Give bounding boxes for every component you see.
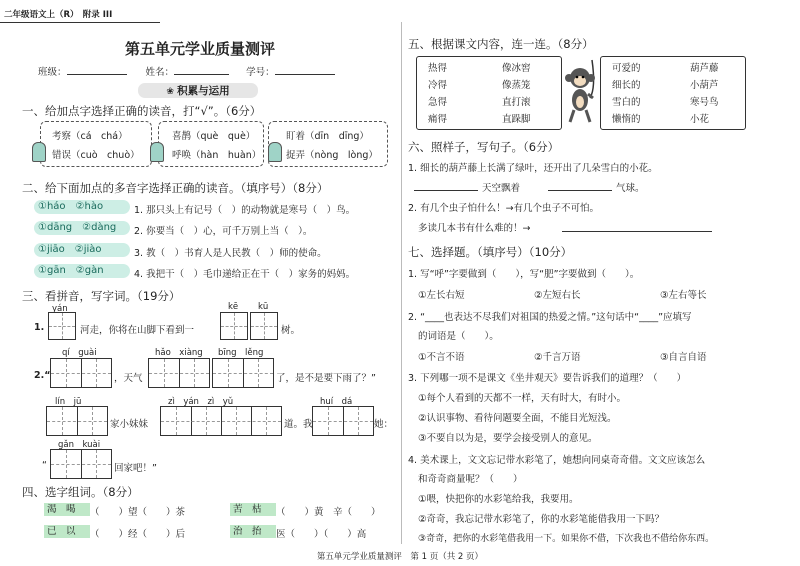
s2-option-2: ①dāng ②dàng [34, 221, 130, 235]
match-left-a[interactable]: 痛得 [428, 114, 448, 125]
match-right-b[interactable]: 小葫芦 [690, 80, 719, 91]
writing-grid-2[interactable] [212, 358, 274, 388]
s6-example-2: 2. 有几个虫子怕什么！→有几个虫子不可怕。 [408, 203, 600, 214]
writing-grid-4[interactable] [160, 406, 282, 436]
writing-grid-2[interactable] [148, 358, 210, 388]
s1-item-6[interactable]: 捉弄（nòng lòng） [286, 150, 378, 161]
column-divider [401, 22, 402, 544]
match-left-a[interactable]: 热得 [428, 63, 448, 74]
s7-q1: 1. 写“呼”字要做到（ ），写“肥”字要做到（ ）。 [408, 269, 640, 280]
section-3-title: 三、看拼音，写字词。（19分） [22, 289, 181, 303]
s7-q1-option-1[interactable]: ①左长右短 [418, 290, 465, 301]
s1-item-5[interactable]: 盯着（dīn dīng） [286, 131, 369, 142]
match-left-b[interactable]: 直打滚 [502, 97, 531, 108]
s7-q2-option-2[interactable]: ②千言万语 [534, 352, 581, 363]
s3-q3-text-a: 家小妹妹 [110, 419, 149, 430]
s2-question-3[interactable]: 3. 教（ ）书育人是人民教（ ）师的使命。 [134, 248, 327, 259]
s3-q2-number: 2.“ [34, 370, 51, 381]
s3-q1-text: 河走，你将在山脚下看到一 [80, 325, 195, 336]
id-label: 学号： [246, 67, 275, 78]
pinyin: gǎn kuài [58, 440, 101, 450]
s4-blank-2[interactable]: （ ）黄 辛（ ） [276, 507, 381, 518]
s3-q3-text-c: 她： [374, 419, 394, 430]
s6-line-2-b: 气球。 [616, 183, 645, 194]
s6-line-4: 多读几本书有什么难的！→ [418, 223, 531, 234]
pinyin: lín jū [55, 397, 82, 407]
s3-q2-text: ，天气 [114, 373, 143, 384]
writing-grid-2[interactable] [312, 406, 374, 436]
section-4-title: 四、选字组词。（8分） [22, 485, 139, 499]
page-footer: 第五单元学业质量测评 第 1 页（共 2 页） [316, 552, 484, 562]
match-left-a[interactable]: 冷得 [428, 80, 448, 91]
banner: ❀ 积累与运用 [138, 83, 258, 98]
section-1-title: 一、给加点字选择正确的读音，打“√”。（6分） [22, 104, 262, 118]
section-2-title: 二、给下面加点的多音字选择正确的读音。（填序号）（8分） [22, 181, 329, 195]
match-right-a[interactable]: 懒惰的 [612, 114, 641, 125]
pinyin: hǎo xiàng [155, 348, 203, 358]
s4-chars-3: 已 以 [44, 525, 90, 538]
match-left-b[interactable]: 像蒸笼 [502, 80, 531, 91]
s4-chars-1: 渴 喝 [44, 503, 90, 516]
match-right-a[interactable]: 细长的 [612, 80, 641, 91]
s1-item-1[interactable]: 考察（cá chá） [52, 131, 128, 142]
s3-q3-text-b: 道。我 [284, 419, 313, 430]
pinyin: zì yán zì yǔ [168, 397, 234, 407]
section-5-title: 五、根据课文内容，连一连。（8分） [408, 37, 594, 51]
page-title: 第五单元学业质量测评 [124, 40, 275, 58]
pinyin: kē [228, 302, 239, 312]
s4-blank-3[interactable]: （ ）经（ ）后 [90, 529, 186, 540]
cactus-icon [32, 142, 46, 162]
writing-grid[interactable] [48, 312, 76, 340]
flower-icon: ❀ [166, 87, 174, 97]
match-left-b[interactable]: 像冰窖 [502, 63, 531, 74]
writing-grid-2[interactable] [50, 358, 112, 388]
s1-item-2[interactable]: 错误（cuò chuò） [52, 150, 140, 161]
name-label: 姓名： [145, 67, 175, 78]
s3-q1-number: 1. [34, 322, 45, 333]
s4-blank-4[interactable]: 医（ ）（ ）高 [276, 529, 367, 540]
match-right-a[interactable]: 雪白的 [612, 97, 641, 108]
s7-q3: 3. 下列哪一项不是课文《坐井观天》要告诉我们的道理？（ ） [408, 373, 687, 384]
match-left-a[interactable]: 急得 [428, 97, 448, 108]
pinyin: bīng lěng [218, 348, 264, 358]
match-right-a[interactable]: 可爱的 [612, 63, 641, 74]
writing-grid[interactable] [220, 312, 248, 340]
match-left-b[interactable]: 直跺脚 [502, 114, 531, 125]
s7-q1-option-2[interactable]: ②左短右长 [534, 290, 581, 301]
pinyin: yán [52, 304, 68, 314]
s6-blank-1[interactable] [414, 178, 478, 191]
s7-q3-option-2[interactable]: ②认识事物、看待问题要全面，不能目光短浅。 [418, 413, 617, 424]
s6-blank-3[interactable] [562, 219, 712, 232]
s3-q2-end: 了，是不是要下雨了？” [276, 373, 376, 384]
s1-item-3[interactable]: 喜鹊（què què） [172, 131, 256, 142]
s1-item-4[interactable]: 呼唤（hàn huàn） [172, 150, 262, 161]
s2-option-1: ①háo ②hào [34, 200, 130, 214]
s2-option-4: ①gān ②gàn [34, 264, 130, 278]
s6-line-2-a: 天空飘着 [482, 183, 521, 194]
match-right-b[interactable]: 寒号鸟 [690, 97, 719, 108]
class-input[interactable] [67, 74, 127, 75]
s7-q4-option-1[interactable]: ①喂，快把你的水彩笔给我，我要用。 [418, 494, 579, 505]
s7-q4: 4. 美术课上，文文忘记带水彩笔了，她想向同桌奇奇借。文文应该怎么 [408, 455, 706, 466]
writing-grid[interactable] [250, 312, 278, 340]
s7-q2: 2. “____也表达不尽我们对祖国的热爱之情。”这句话中“____”应填写 [408, 312, 692, 323]
pinyin: huí dá [320, 397, 353, 407]
cactus-icon [268, 142, 282, 162]
s4-chars-4: 治 抬 [230, 525, 276, 538]
student-info-row [38, 64, 383, 78]
id-input[interactable] [275, 74, 335, 75]
s6-blank-2[interactable] [548, 178, 612, 191]
s7-q1-option-3[interactable]: ③左右等长 [660, 290, 707, 301]
writing-grid-2[interactable] [46, 406, 108, 436]
s4-blank-1[interactable]: （ ）望（ ）茶 [90, 507, 186, 518]
class-label: 班级： [38, 67, 67, 78]
match-right-b[interactable]: 葫芦藤 [690, 63, 719, 74]
s3-q4-quote: “ [42, 460, 47, 471]
s7-q2-option-3[interactable]: ③自言自语 [660, 352, 707, 363]
s7-q4-cont: 和奇奇商量呢？（ ） [418, 474, 523, 485]
name-input[interactable] [174, 74, 229, 75]
s2-question-1[interactable]: 1. 那只头上有记号（ ）的动物就是寒号（ ）鸟。 [134, 205, 356, 216]
s7-q2-cont: 的词语是（ ）。 [418, 331, 499, 342]
s3-q1-end: 树。 [281, 325, 301, 336]
s4-chars-2: 苦 枯 [230, 503, 276, 516]
writing-grid-2[interactable] [50, 449, 112, 479]
s7-q3-option-3[interactable]: ③不要自以为是，要学会接受别人的意见。 [418, 433, 598, 444]
section-7-title: 七、选择题。（填序号）（10分） [408, 245, 573, 259]
match-right-b[interactable]: 小花 [690, 114, 710, 125]
monkey-icon [562, 58, 598, 126]
header-tag: 二年级语文上（R） 附录 III [0, 8, 160, 23]
section-6-title: 六、照样子，写句子。（6分） [408, 140, 560, 154]
s3-q4-text: 回家吧！” [114, 463, 157, 474]
s6-example: 1. 细长的葫芦藤上长满了绿叶，还开出了几朵雪白的小花。 [408, 163, 658, 174]
s7-q4-option-2[interactable]: ②奇奇，我忘记带水彩笔了，你的水彩笔能借我用一下吗？ [418, 514, 665, 525]
s2-question-2[interactable]: 2. 你要当（ ）心，可千万别上当（ ）。 [134, 226, 313, 237]
pinyin: kū [258, 302, 269, 312]
s2-option-3: ①jiāo ②jiào [34, 243, 130, 257]
s2-question-4[interactable]: 4. 我把干（ ）毛巾递给正在干（ ）家务的妈妈。 [134, 269, 356, 280]
pinyin: qí guài [62, 348, 97, 358]
s7-q3-option-1[interactable]: ①每个人看到的天都不一样，天有时大，有时小。 [418, 393, 627, 404]
s7-q4-option-3[interactable]: ③奇奇，把你的水彩笔借我用一下。如果你不借，下次我也不借给你东西。 [418, 534, 715, 544]
s7-q2-option-1[interactable]: ①不言不语 [418, 352, 465, 363]
cactus-icon [150, 142, 164, 162]
